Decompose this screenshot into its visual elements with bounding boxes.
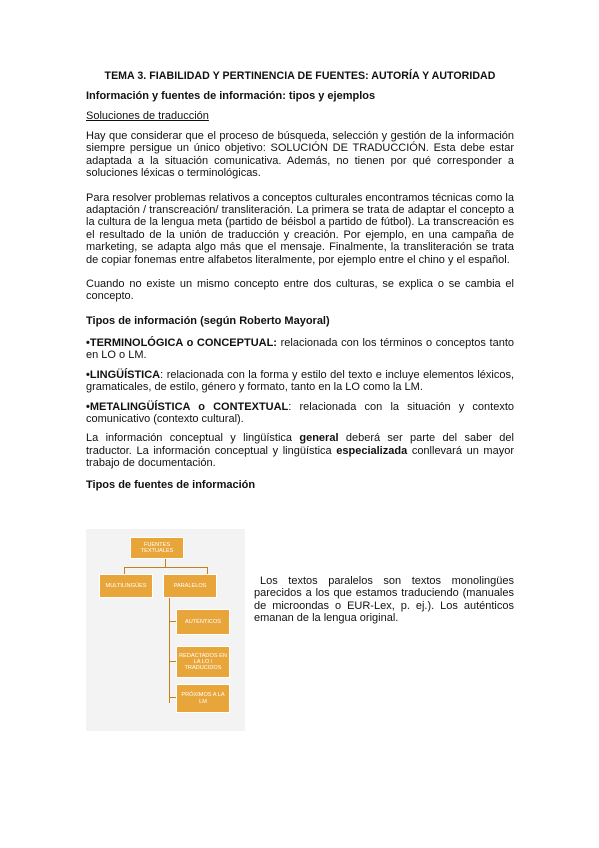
bullet-linguistica — [86, 369, 514, 394]
bullet-term: •TERMINOLÓGICA o CONCEPTUAL: — [86, 336, 277, 349]
diagram-node-paralelos: PARALELOS — [163, 574, 217, 598]
text-run: deberá ser parte del saber del traductor. La información conceptual y lingüística — [86, 432, 514, 457]
bullet-text: relacionada con los términos o conceptos tanto en LO o LM. — [86, 336, 514, 362]
diagram-node-autenticos: AUTÉNTICOS — [176, 609, 230, 635]
connector-line — [169, 597, 170, 703]
subsection-soluciones: Soluciones de traducción — [86, 110, 209, 122]
paragraph-2: Para resolver problemas relativos a conceptos culturales encontramos técnicas como la adaptación / transcreación/ transliteración. La primera se trata de adaptar el concepto a la cultura de la lengua meta (partido de béisbol a partido de fútbol). La transcreación es el resultado de la unión de traducción y creación. Por ejemplo, en una campaña de marketing, se adapta algo más que el mensaje. Finalmente, la transliteración se trata de copiar fonemas entre alfabetos literalmente, por ejemplo entre el chino y el español. — [86, 191, 514, 266]
paragraph-3: Cuando no existe un mismo concepto entre dos culturas, se explica o se cambia el concepto. — [86, 278, 514, 303]
connector-line — [124, 567, 125, 574]
connector-line — [207, 567, 208, 574]
paragraph-1: Hay que considerar que el proceso de búsqueda, selección y gestión de la información siempre persigue un único objetivo: SOLUCIÓN DE TRADUCCIÓN. Esta debe estar adaptada a la situación comunicativa. Además, no tienen por qué corresponder a soluciones léxicas o terminológicas. — [86, 130, 514, 180]
bullet-metalinguistica — [86, 401, 514, 426]
bullet-terminologica — [86, 337, 514, 362]
text-run: La información conceptual y lingüística — [86, 432, 300, 445]
document-page — [86, 60, 514, 491]
bullet-term: •LINGÜÍSTICA — [86, 368, 161, 381]
diagram-node-redactados: REDACTADOS EN LA LO / TRADUCIDOS — [176, 646, 230, 678]
section-heading-tipos-informacion: Tipos de información (según Roberto Mayoral) — [86, 314, 330, 327]
sources-diagram — [86, 529, 245, 731]
paragraph-4 — [86, 432, 514, 469]
bullet-term: •METALINGÜÍSTICA o CONTEXTUAL — [86, 400, 289, 413]
section-heading-tipos-fuentes: Tipos de fuentes de información — [86, 478, 256, 491]
diagram-root-node: FUENTES TEXTUALES — [130, 537, 184, 559]
document-title: TEMA 3. FIABILIDAD Y PERTINENCIA DE FUENTES: AUTORÍA Y AUTORIDAD — [104, 70, 496, 82]
text-run: conllevará un mayor trabajo de documentación. — [86, 444, 514, 470]
bullet-text: : relacionada con la situación y contexto comunicativo (contexto cultural). — [86, 400, 514, 425]
section-heading-informacion: Información y fuentes de información: tipos y ejemplos — [86, 90, 376, 102]
diagram-node-proximos: PRÓXIMOS A LA LM — [176, 684, 230, 713]
diagram-node-multilingues: MULTILINGÜES — [99, 574, 153, 598]
bold-especializada: especializada — [336, 444, 408, 457]
bold-general: general — [299, 432, 339, 445]
bullet-text: : relacionada con la forma y estilo del texto e incluye elementos léxicos, gramaticales, de estilo, género y formato, tanto en la LO como la LM. — [86, 368, 514, 394]
paralelos-explanation: Los textos paralelos son textos monolingües parecidos a los que estamos traduciendo (manuales de microondas o EUR-Lex, p. ej.). Los auténticos emanan de la lengua original. — [254, 575, 514, 625]
connector-line — [124, 567, 207, 568]
